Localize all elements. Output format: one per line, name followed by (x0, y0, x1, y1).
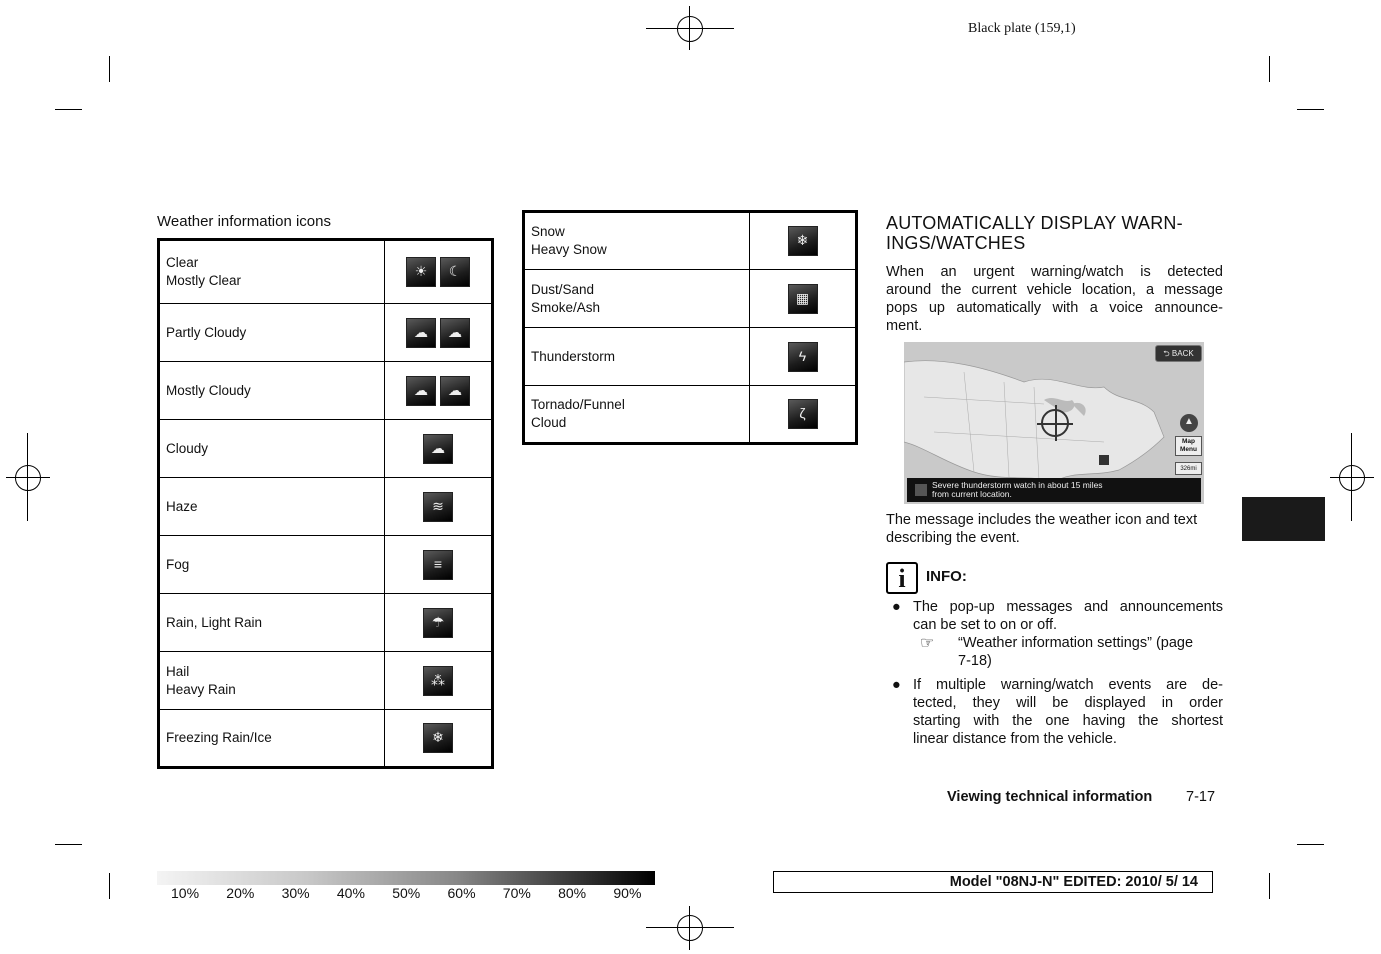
table-row (159, 536, 493, 594)
icon-cell (750, 212, 857, 270)
crop-mark (1269, 56, 1270, 82)
bullet-dot: ● (892, 677, 901, 693)
icon-cell (385, 536, 493, 594)
scale-label: 40% (336, 885, 365, 901)
table-row (159, 304, 493, 362)
weather-icons-table-left (157, 238, 494, 769)
snow-icon: ❄ (788, 226, 818, 256)
para-line: When an urgent warning/watch is detected (886, 264, 1223, 280)
hail-icon: ⁂ (423, 666, 453, 696)
icon-cell (750, 328, 857, 386)
condition-line: Smoke/Ash (531, 299, 601, 315)
sun-icon: ☀ (406, 257, 436, 287)
footer-section-title: Viewing technical information (947, 789, 1153, 805)
condition-line: Freezing Rain/Ice (166, 730, 272, 745)
scale-label: 30% (281, 885, 310, 901)
condition-label (159, 710, 385, 768)
condition-line: Partly Cloudy (166, 324, 247, 340)
condition-line: Heavy Rain (166, 681, 236, 697)
scale-label: 80% (558, 885, 587, 901)
condition-label (159, 362, 385, 420)
page-number: 7-17 (1186, 789, 1216, 805)
table-row (524, 328, 857, 386)
table-row (159, 240, 493, 304)
moon-icon: ☾ (440, 257, 470, 287)
section-caption: Weather information icons (157, 213, 331, 230)
condition-label (524, 212, 750, 270)
weather-alert-bar[interactable]: Severe thunderstorm watch in about 15 miles from current location. (907, 478, 1201, 502)
info-label: INFO: (926, 568, 967, 585)
condition-line: Rain, Light Rain (166, 614, 263, 630)
intro-paragraph (886, 263, 1223, 335)
crop-mark (55, 844, 82, 845)
icon-cell (385, 362, 493, 420)
condition-line: Hail (166, 663, 190, 679)
freezing-rain-icon: ❄ (423, 723, 453, 753)
moon-cloud-icon: ☁ (440, 318, 470, 348)
condition-label (159, 594, 385, 652)
condition-line: Mostly Clear (166, 273, 242, 288)
model-edit-box: Model "08NJ-N" EDITED: 2010/ 5/ 14 (773, 871, 1213, 893)
table-row (524, 270, 857, 328)
rain-icon: ☂ (423, 608, 453, 638)
para-line: pops up automatically with a voice announce- (886, 300, 1223, 316)
condition-line: Haze (166, 498, 198, 514)
sun-cloud-icon: ☁ (406, 318, 436, 348)
map-scale-indicator[interactable]: 326mi (1175, 462, 1202, 475)
plate-label: Black plate (159,1) (968, 21, 1076, 36)
icon-cell (385, 240, 493, 304)
icon-cell (385, 420, 493, 478)
table-row (159, 652, 493, 710)
table-row (159, 478, 493, 536)
thunderstorm-icon: ϟ (788, 342, 818, 372)
fog-icon: ≡ (423, 550, 453, 580)
condition-label (524, 386, 750, 444)
info-bullet-2: ● If multiple warning/watch events are de- tected, they will be displayed in order starting with the one having the shortest linear distance from the vehicle. (892, 677, 1223, 747)
condition-label (524, 328, 750, 386)
condition-label (159, 304, 385, 362)
scale-label: 90% (613, 885, 642, 901)
icon-cell (750, 386, 857, 444)
table-row (159, 420, 493, 478)
info-icon: i (886, 562, 918, 594)
cloud-icon: ☁ (423, 434, 453, 464)
map-menu-button[interactable]: Map Menu (1175, 436, 1202, 456)
table-row (524, 212, 857, 270)
condition-label (159, 536, 385, 594)
condition-line: Fog (166, 556, 190, 572)
icon-cell (750, 270, 857, 328)
table-row (524, 386, 857, 444)
icon-cell (385, 710, 493, 768)
crop-mark (1297, 844, 1324, 845)
condition-label (524, 270, 750, 328)
crop-mark (55, 109, 82, 110)
condition-line: Thunderstorm (531, 348, 616, 364)
condition-label (159, 478, 385, 536)
para-line: ment. (886, 318, 923, 334)
message-description: The message includes the weather icon and text describing the event. (886, 512, 1198, 546)
condition-label (159, 240, 385, 304)
section-heading: AUTOMATICALLY DISPLAY WARN- INGS/WATCHES (886, 213, 1183, 253)
cloud-sun-icon: ☁ (406, 376, 436, 406)
icon-cell (385, 652, 493, 710)
scale-label: 50% (392, 885, 421, 901)
crop-mark (1297, 109, 1324, 110)
zoom-in-button[interactable]: ▲ (1180, 414, 1198, 432)
crop-mark (109, 873, 110, 899)
info-bullet-1: ● The pop-up messages and announcements can be set to on or off. (892, 599, 1223, 633)
table-row (159, 594, 493, 652)
scale-label: 60% (447, 885, 476, 901)
density-scale-bar (157, 871, 655, 885)
para-line: around the current vehicle location, a message (886, 282, 1223, 298)
table-row (159, 362, 493, 420)
dust-icon: ▦ (788, 284, 818, 314)
condition-label (159, 420, 385, 478)
back-arrow-icon: ⮌ (1163, 349, 1170, 358)
condition-line: Mostly Cloudy (166, 382, 251, 398)
scale-label: 10% (171, 885, 200, 901)
crop-mark (109, 56, 110, 82)
cloud-moon-icon: ☁ (440, 376, 470, 406)
crop-mark (1269, 873, 1270, 899)
icon-cell (385, 594, 493, 652)
map-screenshot (904, 342, 1204, 504)
icon-cell (385, 304, 493, 362)
condition-line: Cloudy (166, 440, 209, 456)
condition-line: Heavy Snow (531, 242, 607, 257)
condition-line: Tornado/Funnel (531, 397, 625, 412)
condition-line: Snow (531, 224, 565, 239)
bullet-dot: ● (892, 599, 901, 615)
condition-line: Dust/Sand (531, 281, 595, 297)
scale-label: 70% (502, 885, 531, 901)
haze-icon: ≋ (423, 492, 453, 522)
icon-cell (385, 478, 493, 536)
pointing-hand-icon: ☞ (920, 635, 935, 652)
condition-line: Cloud (531, 415, 567, 430)
scale-label: 20% (226, 885, 255, 901)
table-row (159, 710, 493, 768)
crosshair-icon[interactable] (1041, 409, 1069, 437)
tornado-icon: ζ (788, 399, 818, 429)
weather-icons-table-right (522, 210, 858, 445)
chapter-tab (1242, 497, 1325, 541)
location-marker-icon (1099, 455, 1109, 465)
condition-line: Clear (166, 255, 199, 270)
alert-weather-icon (915, 484, 927, 496)
condition-label (159, 652, 385, 710)
back-button[interactable]: ⮌ BACK (1155, 345, 1202, 362)
